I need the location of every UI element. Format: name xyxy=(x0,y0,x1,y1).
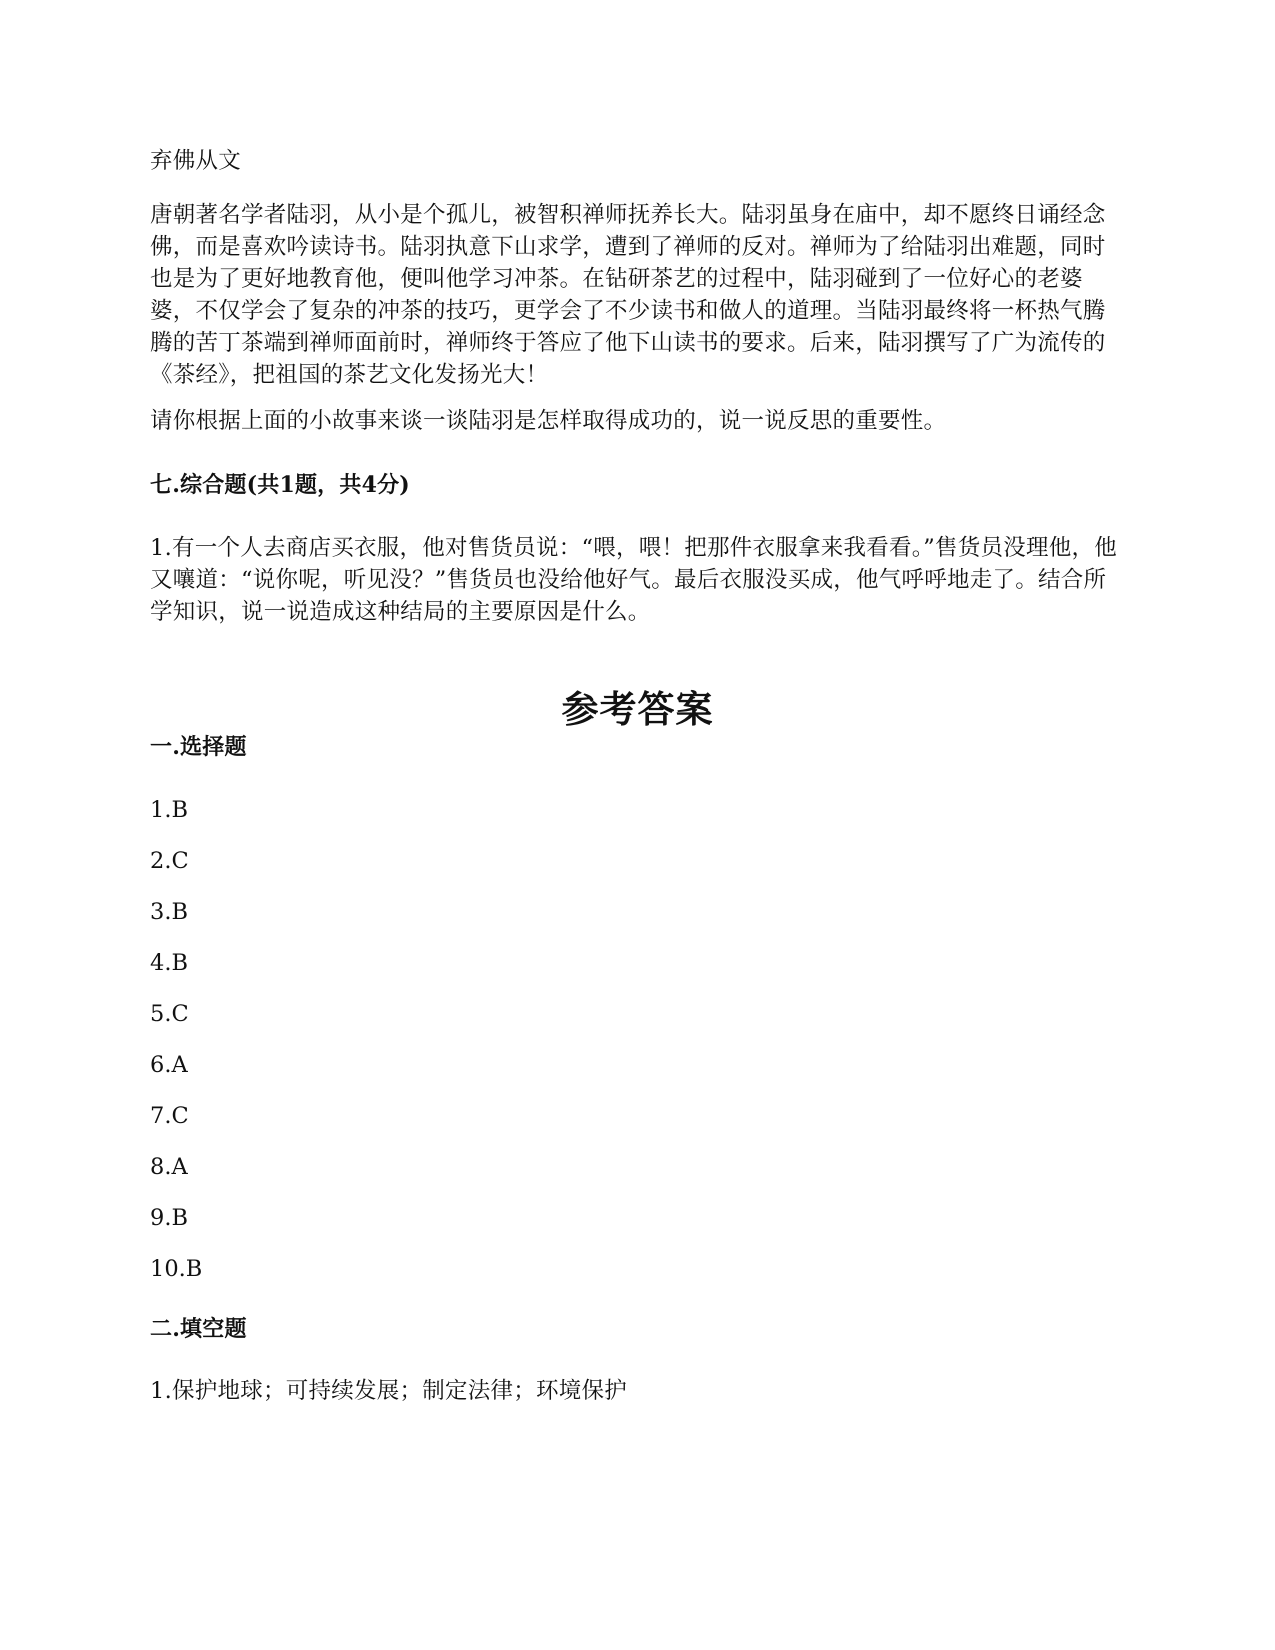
choice-answer: 3.B xyxy=(150,899,189,925)
choice-answer: 1.B xyxy=(150,797,189,823)
choice-answer: 4.B xyxy=(150,950,189,976)
choice-answer: 2.C xyxy=(150,848,189,874)
story-paragraph: 唐朝著名学者陆羽，从小是个孤儿，被智积禅师抚养长大。陆羽虽身在庙中，却不愿终日诵经念佛，而是喜欢吟读诗书。陆羽执意下山求学，遭到了禅师的反对。禅师为了给陆羽出难题，同时也是为了更好地教育他，便叫他学习冲茶。在钻研茶艺的过程中，陆羽碰到了一位好心的老婆婆，不仅学会了复杂的冲茶的技巧，更学会了不少读书和做人的道理。当陆羽最终将一杯热气腾腾的苦丁茶端到禅师面前时，禅师终于答应了他下山读书的要求。后来，陆羽撰写了广为流传的《茶经》，把祖国的茶艺文化发扬光大！ xyxy=(150,202,1106,388)
choice-answer: 7.C xyxy=(150,1103,189,1129)
answers-section1-heading: 一.选择题 xyxy=(150,734,247,760)
section7-question: 1.有一个人去商店买衣服，他对售货员说：“喂，喂！把那件衣服拿来我看看。”售货员没理他，他又嚷道：“说你呢，听见没？”售货员也没给他好气。最后衣服没买成，他气呼呼地走了。结合所学知识，说一说造成这种结局的主要原因是什么。 xyxy=(150,535,1117,625)
choice-answer: 9.B xyxy=(150,1205,189,1231)
story-title: 弃佛从文 xyxy=(150,148,242,174)
answers-section2-heading: 二.填空题 xyxy=(150,1316,247,1342)
story-question: 请你根据上面的小故事来谈一谈陆羽是怎样取得成功的，说一说反思的重要性。 xyxy=(150,408,947,434)
choice-answer: 5.C xyxy=(150,1001,189,1027)
fill-answer: 1.保护地球；可持续发展；制定法律；环境保护 xyxy=(150,1378,627,1404)
choice-answer: 6.A xyxy=(150,1052,188,1078)
section7-heading: 七.综合题(共1题，共4分) xyxy=(150,472,410,498)
choice-answer: 10.B xyxy=(150,1256,203,1282)
choice-answer: 8.A xyxy=(150,1154,188,1180)
answers-title: 参考答案 xyxy=(561,687,714,731)
